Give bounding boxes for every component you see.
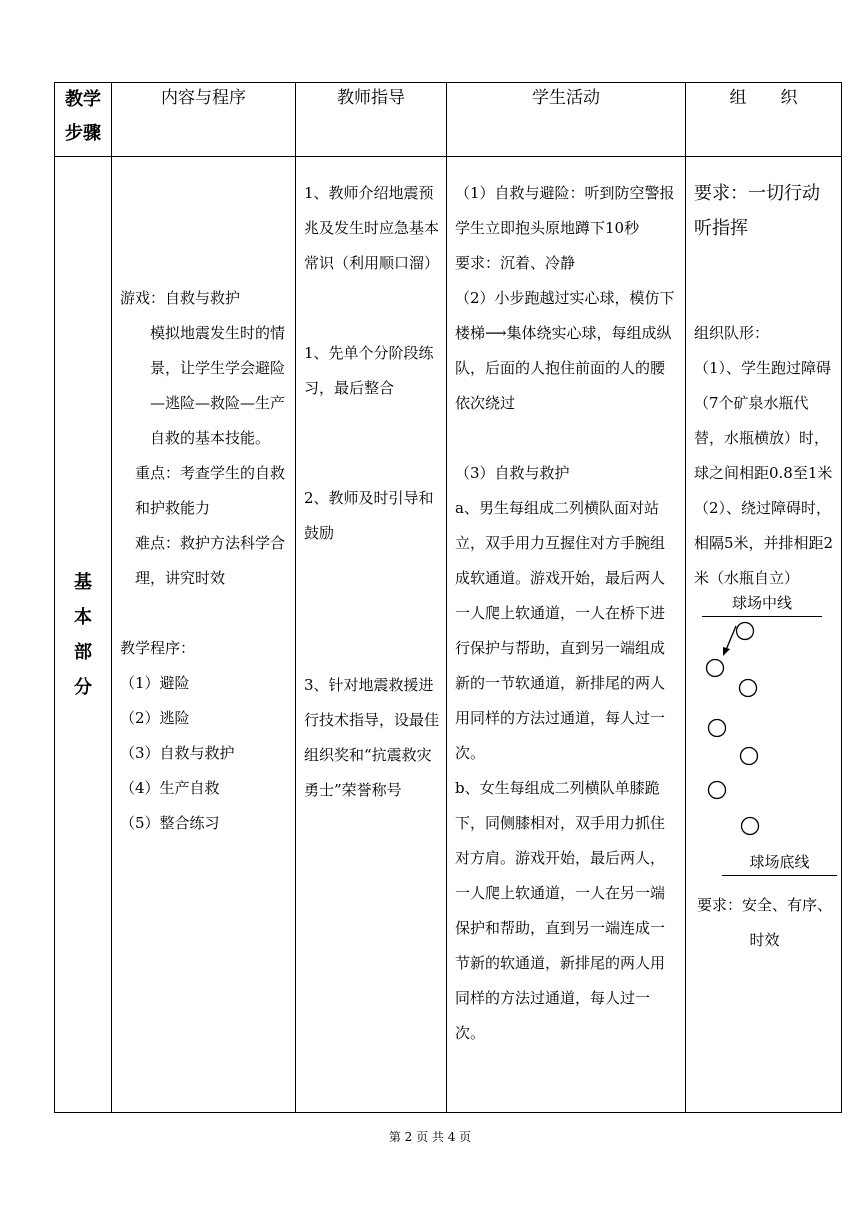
- procedure-item: （5）整合练习: [120, 814, 220, 832]
- header-student: 学生活动: [447, 83, 686, 157]
- procedure-item: （1）避险: [120, 674, 190, 692]
- procedure-item: （3）自救与救护: [120, 744, 235, 762]
- game-title: 游戏：自救与救护: [120, 289, 241, 307]
- student-s2-b: 集体绕实心球，每组成纵队，后面的人抱住前面的人的腰依次绕过: [455, 324, 672, 412]
- formation-f1: （1）、学生跑过障碍（7个矿泉水瓶代替，水瓶横放）时，球之间相距0.8至1米: [694, 359, 833, 482]
- student-s2: [455, 281, 679, 421]
- header-teacher: 教师指导: [296, 83, 447, 157]
- teacher-cell: [296, 157, 447, 1113]
- difficulty-text: 难点：救护方法科学合理，讲究时效: [135, 534, 286, 587]
- step-char: 分: [74, 676, 92, 698]
- lesson-plan-table: [54, 82, 842, 1113]
- base-line-label: 球场底线: [722, 850, 837, 876]
- bottle-marker: [707, 660, 724, 677]
- header-row: [55, 83, 842, 157]
- student-s1: （1）自救与避险：听到防空警报学生立即抱头原地蹲下10秒: [455, 184, 675, 237]
- arrow-head-icon: [723, 647, 730, 656]
- student-s2-a: （2）小步跑越过实心球，模仿下楼梯: [455, 289, 675, 342]
- bottle-marker: [740, 680, 757, 697]
- bottle-marker: [741, 748, 758, 765]
- organize-cell: [686, 157, 842, 1113]
- step-char: 部: [74, 641, 92, 663]
- teacher-item: 1、教师介绍地震预兆及发生时应急基本常识（利用顺口溜）: [304, 184, 440, 272]
- organize-req1: 要求：一切行动听指挥: [694, 183, 820, 239]
- header-content: 内容与程序: [112, 83, 296, 157]
- student-cell: [447, 157, 686, 1113]
- arrow-right-icon: ⟶: [485, 324, 507, 342]
- student-s1-req: 要求：沉着、冷静: [455, 254, 576, 272]
- formation-f2: （2）、绕过障碍时，相隔5米，并排相距2米（水瓶自立）: [694, 499, 834, 587]
- header-step: 教学步骤: [55, 83, 112, 157]
- direction-arrow-line: [726, 626, 736, 650]
- step-char: 本: [74, 606, 92, 628]
- teacher-item: 2、教师及时引导和鼓励: [304, 489, 434, 542]
- student-s3-b: b、女生每组成二列横队单膝跪下，同侧膝相对，双手用力抓住对方肩。游戏开始，最后两人，一人爬上软通道，一人在另一端保护和帮助，直到另一端连成一节新的软通道，新排尾的两人用同样的方法过通道，每人过一次。: [455, 779, 666, 1042]
- teacher-item: 3、针对地震救援进行技术指导，设最佳组织奖和“抗震救灾勇士”荣誉称号: [304, 676, 440, 799]
- procedure-item: （4）生产自救: [120, 779, 220, 797]
- focus-text: 重点：考查学生的自救和护救能力: [135, 464, 286, 517]
- teacher-item: 1、先单个分阶段练习，最后整合: [304, 344, 434, 397]
- student-s3-a: a、男生每组成二列横队面对站立，双手用力互握住对方手腕组成软通道。游戏开始，最后两人一人爬上软通道，一人在桥下进行保护与帮助，直到另一端组成新的一节软通道，新排尾的两人用同样的方法过通道，每人过一次。: [455, 499, 666, 762]
- court-diagram: [694, 596, 835, 896]
- bottle-marker: [709, 720, 726, 737]
- student-s3: （3）自救与救护: [455, 464, 570, 482]
- basic-part-row: [55, 157, 842, 1113]
- game-desc: 模拟地震发生时的情景，让学生学会避险—逃险—救险—生产自救的基本技能。: [150, 324, 286, 447]
- organize-req2: 要求：安全、有序、时效: [696, 896, 832, 949]
- formation-title: 组织队形：: [694, 324, 770, 342]
- step-basic-part: [55, 157, 112, 1113]
- bottle-marker: [737, 623, 754, 640]
- page-footer: 第 2 页 共 4 页: [388, 1130, 472, 1144]
- procedure-title: 教学程序：: [120, 639, 196, 657]
- procedure-item: （2）逃险: [120, 709, 190, 727]
- bottle-marker: [709, 782, 726, 799]
- content-cell: [112, 157, 296, 1113]
- bottle-marker: [742, 818, 759, 835]
- step-char: 基: [74, 571, 92, 593]
- header-organize: 组 织: [686, 83, 842, 157]
- mid-line-label: 球场中线: [702, 591, 822, 617]
